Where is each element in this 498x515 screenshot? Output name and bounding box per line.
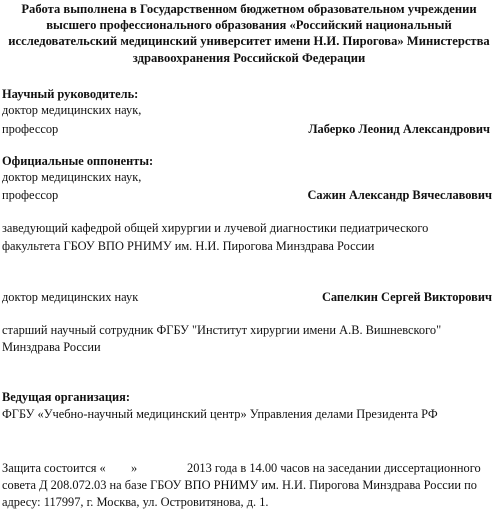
defense-line-1-start: Защита состоится « xyxy=(2,461,106,475)
defense-line-1-quote-close: » xyxy=(131,461,138,475)
intro-line-3: исследовательский медицинский университет имени Н.И. Пирогова» Министерства xyxy=(8,34,490,49)
intro-paragraph xyxy=(2,1,496,66)
lead-org-text: ФГБУ «Учебно-научный медицинский центр» Управления делами Президента РФ xyxy=(2,407,438,421)
lead-org-heading: Ведущая организация: xyxy=(2,390,130,404)
intro-line-2: высшего профессионального образования «Российский национальный xyxy=(46,18,452,33)
supervisor-title: профессор xyxy=(2,122,59,136)
opponent-1-title: профессор xyxy=(2,188,59,202)
opponent-2-position-line-2: Минздрава России xyxy=(2,340,101,354)
opponent-1-name: Сажин Александр Вячеславович xyxy=(307,188,492,202)
defense-line-3: адресу: 117997, г. Москва, ул. Островитянова, д. 1. xyxy=(2,495,269,509)
defense-line-1-rest: 2013 года в 14.00 часов на заседании диссертационного xyxy=(187,461,481,475)
opponent-1-degree: доктор медицинских наук, xyxy=(2,170,142,184)
opponent-1-position-line-1: заведующий кафедрой общей хирургии и лучевой диагностики педиатрического xyxy=(2,221,429,235)
opponent-1-position-line-2: факультета ГБОУ ВПО РНИМУ им. Н.И. Пирогова Минздрава России xyxy=(2,239,375,253)
supervisor-heading: Научный руководитель: xyxy=(2,87,139,101)
supervisor-name: Лаберко Леонид Александрович xyxy=(308,122,490,136)
supervisor-degree: доктор медицинских наук, xyxy=(2,103,142,117)
opponents-heading: Официальные оппоненты: xyxy=(2,154,154,168)
opponent-2-degree: доктор медицинских наук xyxy=(2,290,139,304)
defense-line-2: совета Д 208.072.03 на базе ГБОУ ВПО РНИМУ им. Н.И. Пирогова Минздрава России по xyxy=(2,478,477,492)
intro-line-1: Работа выполнена в Государственном бюджетном образовательном учреждении xyxy=(21,2,477,16)
opponent-2-name: Сапелкин Сергей Викторович xyxy=(321,290,492,304)
opponent-2-position-line-1: старший научный сотрудник ФГБУ "Институт хирургии имени А.В. Вишневского" xyxy=(2,323,442,337)
intro-line-4: здравоохранения Российской Федерации xyxy=(132,50,366,65)
